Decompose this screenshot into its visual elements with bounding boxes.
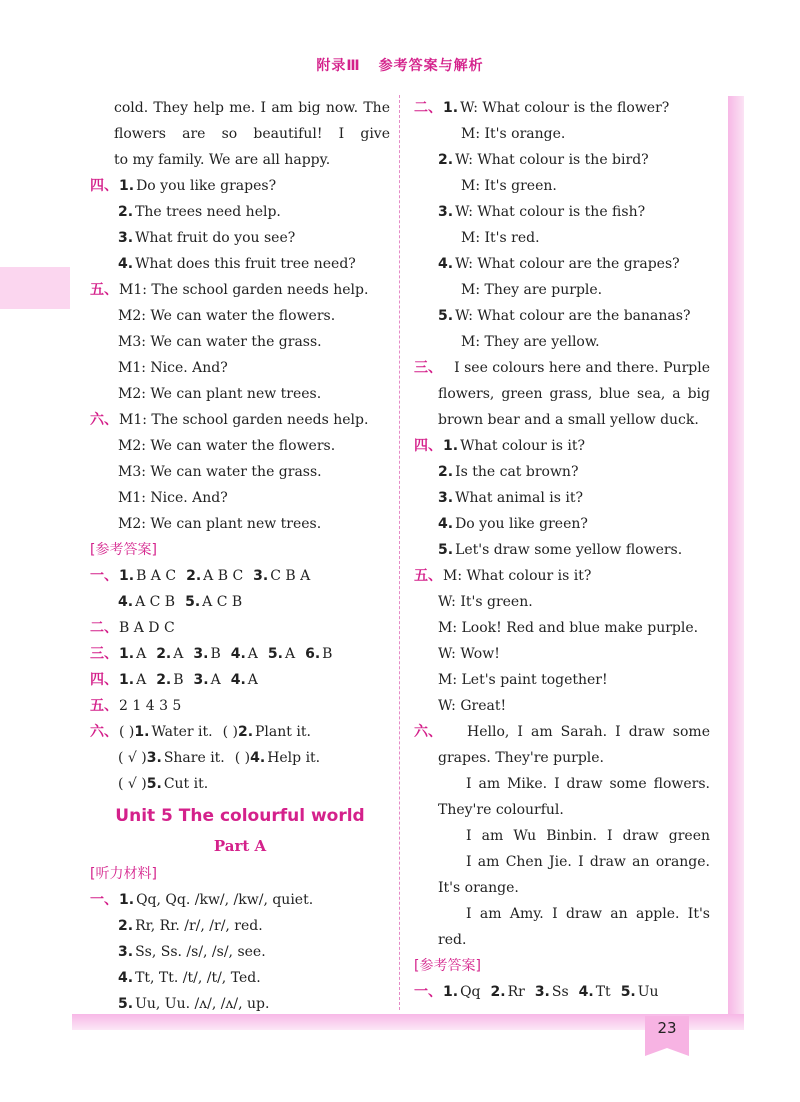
right-column bbox=[414, 95, 710, 1005]
header-title: 参考答案与解析 bbox=[378, 58, 484, 74]
dialogue-line: 2. W: What colour is the bird? bbox=[438, 152, 649, 168]
section-marker: 三、 bbox=[414, 360, 442, 376]
intro-line: to my family. We are all happy. bbox=[114, 152, 331, 168]
list-item: 四、1. Do you like grapes? bbox=[90, 178, 277, 194]
answers-label: [参考答案] bbox=[414, 958, 481, 974]
section-marker: 四、 bbox=[414, 438, 442, 454]
section-marker: 五、 bbox=[414, 568, 442, 584]
answer-row: 五、2 1 4 3 5 bbox=[90, 698, 182, 714]
dialogue-line: 五、M: What colour is it? bbox=[414, 568, 592, 584]
dialogue-line: M3: We can water the grass. bbox=[118, 464, 322, 480]
dialogue-line: M2: We can plant new trees. bbox=[118, 386, 322, 402]
answer-row: 四、1. A 2. B 3. A 4. A bbox=[90, 672, 258, 688]
passage-line: grapes. They're purple. bbox=[438, 750, 605, 766]
answer-row: 六、( )1. Water it. ( )2. Plant it. bbox=[90, 724, 311, 740]
list-item: 3. What animal is it? bbox=[438, 490, 584, 506]
section-marker: 二、 bbox=[90, 620, 118, 636]
section-marker: 三、 bbox=[90, 646, 118, 662]
passage-line: It's orange. bbox=[438, 880, 519, 896]
column-divider bbox=[399, 95, 400, 1010]
answer-row: 一、1. Qq 2. Rr 3. Ss 4. Tt 5. Uu bbox=[414, 984, 659, 1000]
section-marker: 四、 bbox=[90, 178, 118, 194]
dialogue-line: 六、M1: The school garden needs help. bbox=[90, 412, 369, 428]
answer-row: 4. A C B 5. A C B bbox=[118, 594, 243, 610]
intro-line: cold. They help me. I am big now. The bbox=[114, 100, 390, 116]
list-item: 4. Tt, Tt. /t/, /t/, Ted. bbox=[118, 970, 261, 986]
dialogue-line: M1: Nice. And? bbox=[118, 360, 228, 376]
passage-line: red. bbox=[438, 932, 467, 948]
running-header bbox=[0, 55, 800, 75]
section-marker: 六、 bbox=[90, 412, 118, 428]
list-item: 2. Is the cat brown? bbox=[438, 464, 579, 480]
left-column bbox=[90, 95, 390, 1017]
dialogue-line: M: They are purple. bbox=[461, 282, 603, 298]
panel-shadow-right bbox=[728, 96, 744, 1026]
dialogue-line: M1: Nice. And? bbox=[118, 490, 228, 506]
list-item: 5. Uu, Uu. /ʌ/, /ʌ/, up. bbox=[118, 996, 270, 1012]
section-marker: 六、 bbox=[414, 724, 442, 740]
passage-line: brown bear and a small yellow duck. bbox=[438, 412, 699, 428]
section-marker: 一、 bbox=[90, 568, 118, 584]
list-item: 一、1. Qq, Qq. /kw/, /kw/, quiet. bbox=[90, 892, 314, 908]
section-marker: 二、 bbox=[414, 100, 442, 116]
dialogue-line: 5. W: What colour are the bananas? bbox=[438, 308, 691, 324]
page-number: 23 bbox=[657, 1019, 677, 1037]
list-item: 2. The trees need help. bbox=[118, 204, 281, 220]
passage-line: They're colourful. bbox=[438, 802, 564, 818]
answers-label: [参考答案] bbox=[90, 542, 157, 558]
section-marker: 六、 bbox=[90, 724, 118, 740]
section-marker: 五、 bbox=[90, 282, 118, 298]
list-item: 4. What does this fruit tree need? bbox=[118, 256, 356, 272]
answer-row: 三、1. A 2. A 3. B 4. A 5. A 6. B bbox=[90, 646, 333, 662]
dialogue-line: M: Look! Red and blue make purple. bbox=[438, 620, 699, 636]
unit-title: Unit 5 The colourful world bbox=[115, 806, 365, 826]
list-item: 4. Do you like green? bbox=[438, 516, 588, 532]
dialogue-line: M: Let's paint together! bbox=[438, 672, 608, 688]
passage-line: 三、 I see colours here and there. Purple bbox=[414, 355, 710, 381]
dialogue-line: M2: We can water the flowers. bbox=[118, 438, 336, 454]
section-marker: 五、 bbox=[90, 698, 118, 714]
section-marker: 一、 bbox=[90, 892, 118, 908]
answer-row: ( √ )3. Share it. ( )4. Help it. bbox=[118, 750, 321, 766]
dialogue-line: M2: We can plant new trees. bbox=[118, 516, 322, 532]
list-item: 3. Ss, Ss. /s/, /s/, see. bbox=[118, 944, 266, 960]
passage-line: 六、 Hello, I am Sarah. I draw some bbox=[414, 719, 710, 745]
dialogue-line: M2: We can water the flowers. bbox=[118, 308, 336, 324]
passage-line: I am Amy. I draw an apple. It's bbox=[466, 906, 710, 922]
list-item: 5. Let's draw some yellow flowers. bbox=[438, 542, 683, 558]
dialogue-line: W: Wow! bbox=[438, 646, 500, 662]
dialogue-line: M: They are yellow. bbox=[461, 334, 600, 350]
list-item: 3. What fruit do you see? bbox=[118, 230, 296, 246]
passage-line: I am Mike. I draw some flowers. bbox=[466, 776, 710, 792]
dialogue-line: M: It's orange. bbox=[461, 126, 566, 142]
dialogue-line: M3: We can water the grass. bbox=[118, 334, 322, 350]
answer-row: 二、B A D C bbox=[90, 620, 175, 636]
passage-line: flowers, green grass, blue sea, a big bbox=[438, 386, 710, 402]
part-title: Part A bbox=[213, 837, 267, 855]
list-item: 四、1. What colour is it? bbox=[414, 438, 585, 454]
passage-line: I am Chen Jie. I draw an orange. bbox=[466, 854, 710, 870]
dialogue-line: W: Great! bbox=[438, 698, 507, 714]
dialogue-line: W: It's green. bbox=[438, 594, 533, 610]
intro-line: flowers are so beautiful! I give bbox=[114, 126, 390, 142]
section-marker: 一、 bbox=[414, 984, 442, 1000]
dialogue-line: 二、1. W: What colour is the flower? bbox=[414, 100, 670, 116]
list-item: 2. Rr, Rr. /r/, /r/, red. bbox=[118, 918, 263, 934]
dialogue-line: 五、M1: The school garden needs help. bbox=[90, 282, 369, 298]
dialogue-line: 4. W: What colour are the grapes? bbox=[438, 256, 680, 272]
answer-row: 一、1. B A C 2. A B C 3. C B A bbox=[90, 568, 311, 584]
page-number-badge bbox=[645, 1016, 689, 1060]
dialogue-line: M: It's green. bbox=[461, 178, 557, 194]
dialogue-line: M: It's red. bbox=[461, 230, 540, 246]
listening-label: [听力材料] bbox=[90, 866, 157, 882]
side-tab-decoration bbox=[0, 267, 70, 309]
section-marker: 四、 bbox=[90, 672, 118, 688]
dialogue-line: 3. W: What colour is the fish? bbox=[438, 204, 646, 220]
passage-line: I am Wu Binbin. I draw green bbox=[466, 828, 710, 844]
appendix-label: 附录Ⅲ bbox=[316, 58, 361, 74]
answer-row: ( √ )5. Cut it. bbox=[118, 776, 209, 792]
